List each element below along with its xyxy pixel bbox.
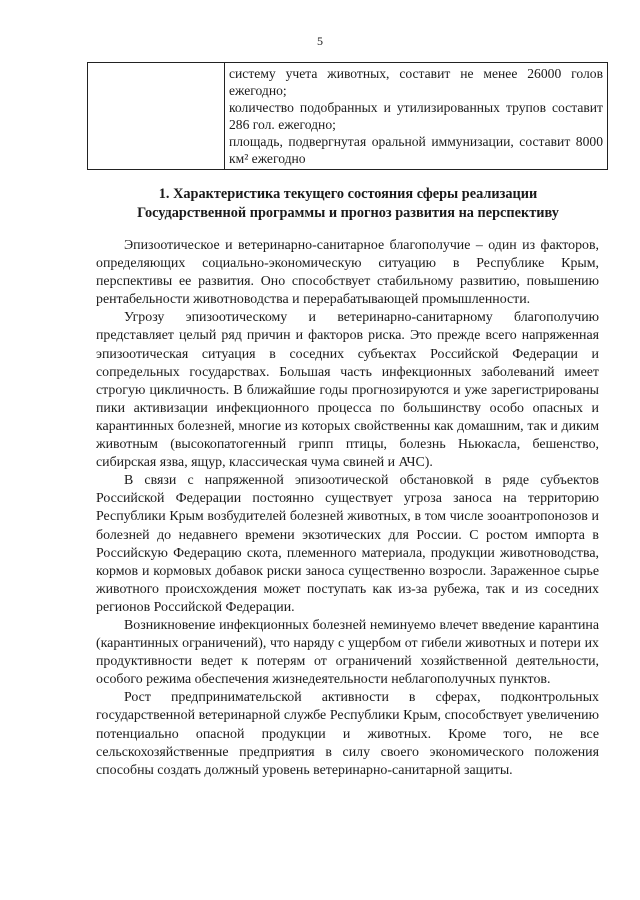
paragraph: Угрозу эпизоотическому и ветеринарно-санитарному благополучию представляет целый ряд причин и факторов риска. Это прежде всего напряженная эпизоотическая ситуация в соседних субъектах Российской Федерации и сопредельных государствах. Большая часть инфекционных заболеваний имеет строгую цикличность. В ближайшие годы прогнозируются и уже зарегистрированы пики активизации инфекционного процесса по большинству особо опасных и карантинных болезней, многие из которых свойственны как домашним, так и диким животным (высокопатогенный грипп птицы, болезнь Ньюкасла, бешенство, сибирская язва, ящур, классическая чума свиней и АЧС).: [96, 310, 599, 471]
paragraph: Рост предпринимательской активности в сферах, подконтрольных государственной ветеринарной службе Республики Крым, способствует увеличению потенциально опасной продукции и животных. Кроме того, не все сельскохозяйственные предприятия в силу своего экономического положения способны создать должный уровень ветеринарно-санитарной защиты.: [96, 690, 599, 778]
paragraph: Эпизоотическое и ветеринарно-санитарное благополучие – один из факторов, определяющих социально-экономическую ситуацию в Республике Крым, перспективы ее развития. Оно способствует стабильному развитию, повышению рентабельности животноводства и перерабатывающей промышленности.: [96, 238, 599, 308]
table-cell-line: систему учета животных, составит не менее 26000 голов ежегодно;: [229, 66, 603, 98]
indicators-table: [87, 62, 608, 170]
table-cell-values: [225, 63, 608, 170]
table-cell-line: площадь, подвергнутая оральной иммунизации, составит 8000 км² ежегодно: [229, 134, 603, 166]
section-body: [96, 237, 599, 780]
table-row: [88, 63, 608, 170]
section-heading-line: Государственной программы и прогноз развития на перспективу: [137, 205, 559, 221]
table-cell-label: [88, 63, 225, 170]
paragraph: В связи с напряженной эпизоотической обстановкой в ряде субъектов Российской Федерации постоянно существует угроза заноса на территорию Республики Крым возбудителей болезней животных, в том числе зооантропонозов и болезней до недавнего времени экзотических для России. С ростом импорта в Российскую Федерацию скота, племенного материала, продукции животноводства, кормов и кормовых добавок риски заноса существенно возросли. Зараженное сырье животного происхождения может поступать как из-за рубежа, так и из соседних регионов Российской Федерации.: [96, 473, 599, 615]
section-heading: [88, 185, 608, 223]
table-cell-line: количество подобранных и утилизированных трупов составит 286 гол. ежегодно;: [229, 100, 603, 132]
page-number: 5: [317, 34, 323, 48]
paragraph: Возникновение инфекционных болезней неминуемо влечет введение карантина (карантинных ограничений), что наряду с ущербом от гибели животных и потери их продуктивности ведет к потерям от ограничений хозяйственной деятельности, особого режима обеспечения жизнедеятельности неблагополучных пунктов.: [96, 617, 599, 688]
section-heading-line: 1. Характеристика текущего состояния сферы реализации: [158, 186, 538, 202]
